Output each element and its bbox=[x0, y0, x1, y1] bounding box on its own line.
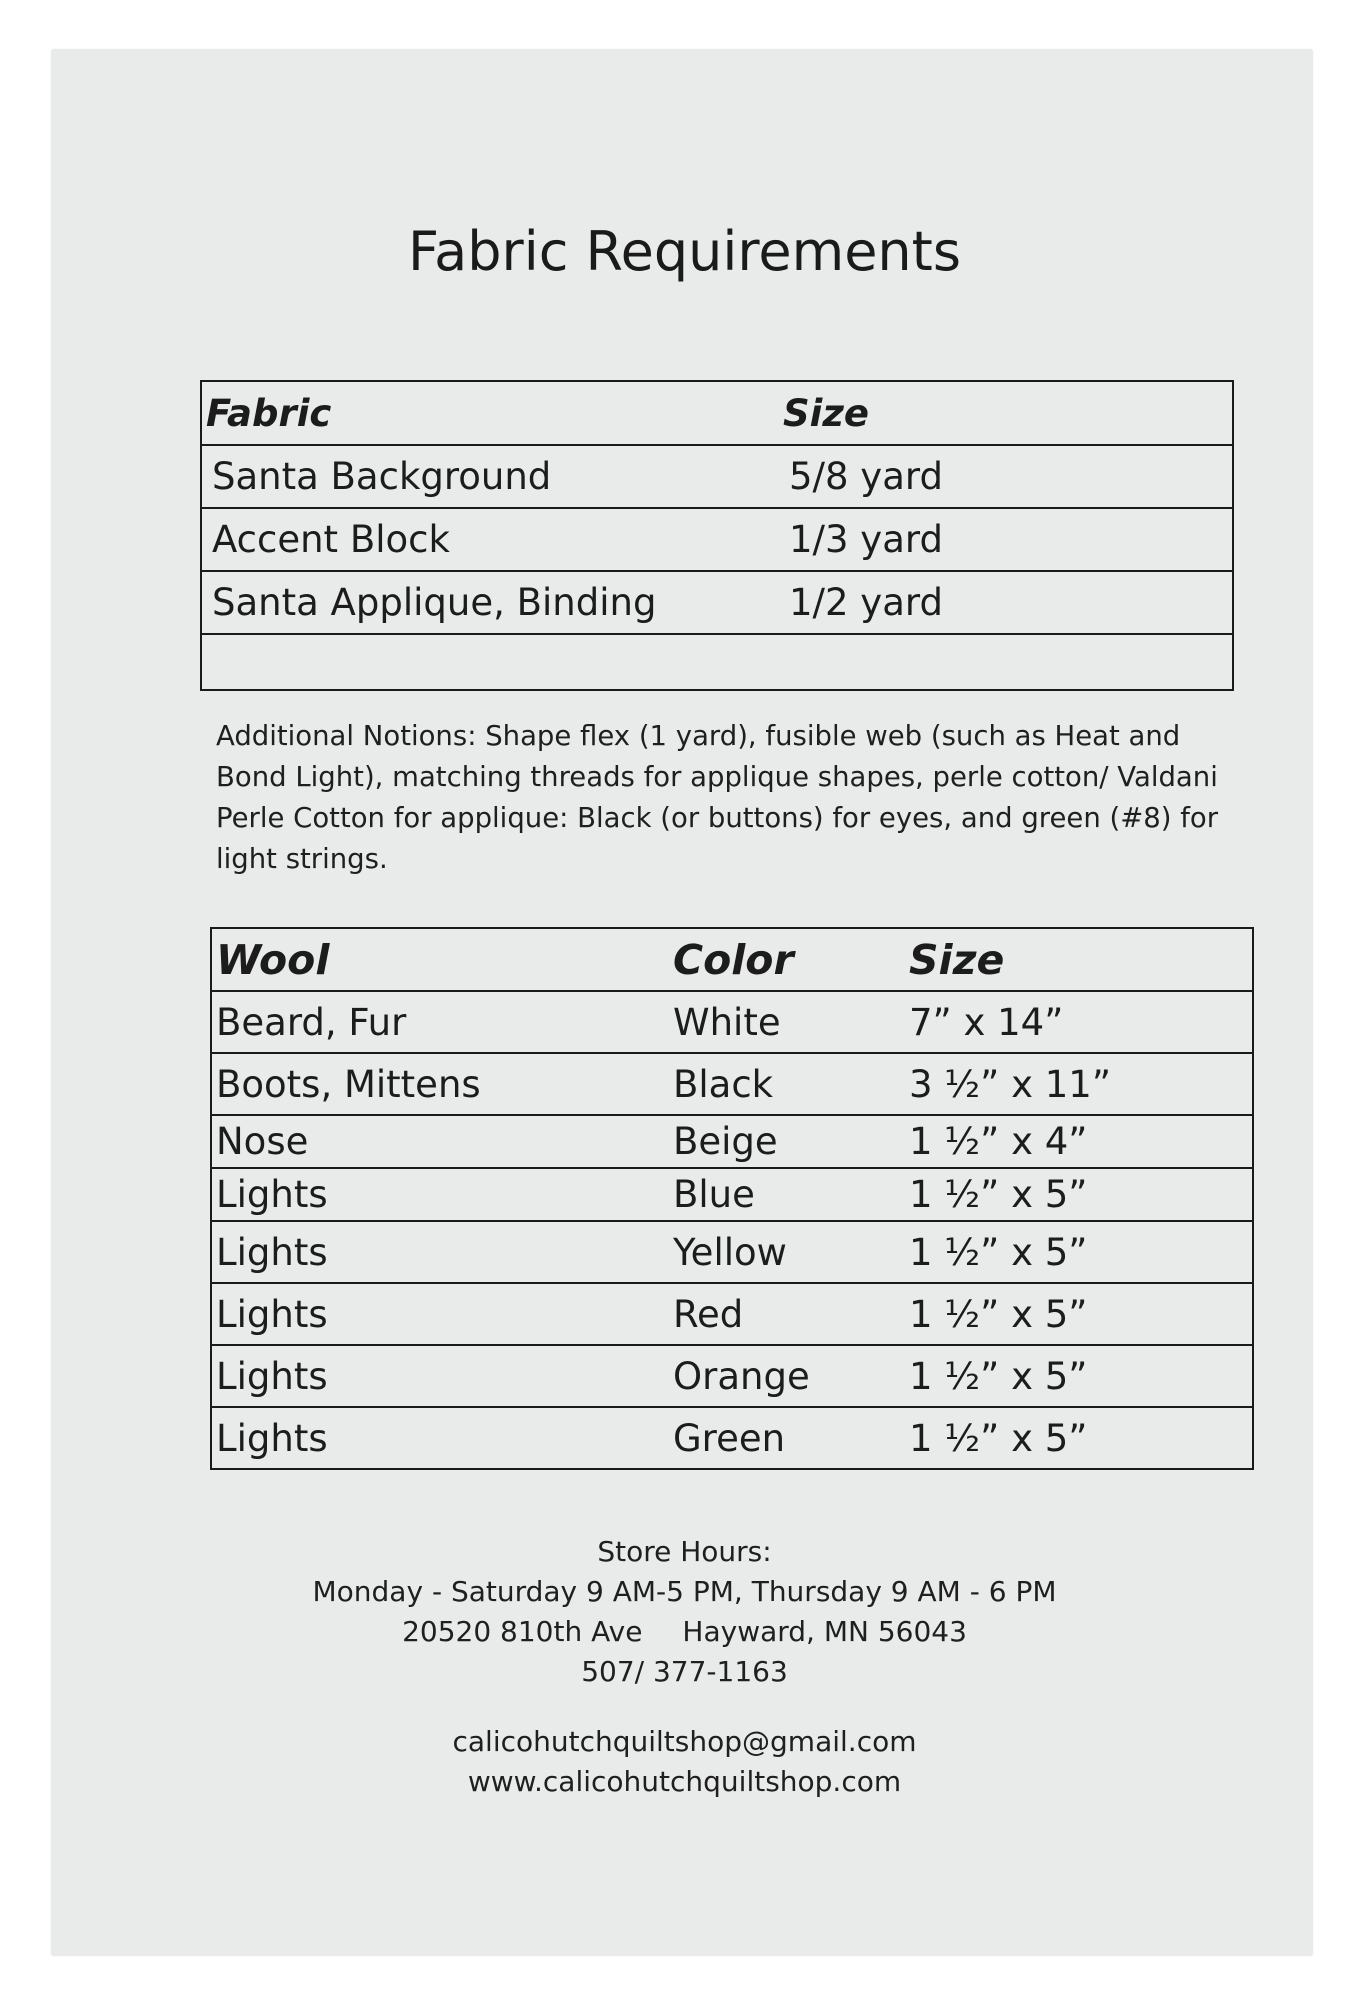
size-cell: 5/8 yard bbox=[779, 445, 1233, 508]
color-cell: Red bbox=[669, 1283, 905, 1345]
page-title: Fabric Requirements bbox=[408, 220, 961, 283]
contact-info bbox=[0, 1722, 1369, 1802]
table-row bbox=[211, 1345, 1253, 1407]
table-row bbox=[201, 445, 1233, 508]
wool-cell: Lights bbox=[211, 1168, 669, 1221]
wool-requirements-table bbox=[210, 927, 1254, 1470]
table-row bbox=[211, 1053, 1253, 1115]
wool-cell: Lights bbox=[211, 1407, 669, 1469]
column-header-size: Size bbox=[783, 391, 869, 435]
wool-cell: Lights bbox=[211, 1221, 669, 1283]
fabric-cell: Santa Applique, Binding bbox=[201, 571, 779, 634]
color-cell: White bbox=[669, 991, 905, 1053]
column-header-color: Color bbox=[673, 935, 794, 984]
size-cell: 7” x 14” bbox=[905, 991, 1253, 1053]
store-info bbox=[0, 1532, 1369, 1692]
table-row-empty bbox=[201, 634, 1233, 690]
store-phone: 507/ 377-1163 bbox=[581, 1655, 788, 1688]
column-header-fabric: Fabric bbox=[206, 391, 332, 435]
size-cell: 1 ½” x 5” bbox=[905, 1221, 1253, 1283]
table-row bbox=[211, 991, 1253, 1053]
table-header-row bbox=[211, 928, 1253, 991]
fabric-cell bbox=[201, 634, 779, 690]
color-cell: Beige bbox=[669, 1115, 905, 1168]
color-cell: Yellow bbox=[669, 1221, 905, 1283]
wool-cell: Beard, Fur bbox=[211, 991, 669, 1053]
size-cell: 1/2 yard bbox=[779, 571, 1233, 634]
store-hours-heading: Store Hours: bbox=[597, 1535, 772, 1568]
table-row bbox=[201, 571, 1233, 634]
column-header-size: Size bbox=[909, 935, 1005, 984]
fabric-cell: Accent Block bbox=[201, 508, 779, 571]
size-cell: 1 ½” x 5” bbox=[905, 1168, 1253, 1221]
fabric-cell: Santa Background bbox=[201, 445, 779, 508]
wool-cell: Lights bbox=[211, 1283, 669, 1345]
table-header-row bbox=[201, 381, 1233, 445]
color-cell: Black bbox=[669, 1053, 905, 1115]
table-row bbox=[211, 1283, 1253, 1345]
size-cell: 1 ½” x 4” bbox=[905, 1115, 1253, 1168]
size-cell: 1 ½” x 5” bbox=[905, 1345, 1253, 1407]
store-address bbox=[0, 1612, 1369, 1652]
store-hours: Monday - Saturday 9 AM-5 PM, Thursday 9 AM - 6 PM bbox=[312, 1575, 1057, 1608]
store-city: Hayward, MN 56043 bbox=[682, 1615, 967, 1648]
table-row bbox=[201, 508, 1233, 571]
size-cell: 1 ½” x 5” bbox=[905, 1407, 1253, 1469]
size-cell: 3 ½” x 11” bbox=[905, 1053, 1253, 1115]
size-cell bbox=[779, 634, 1233, 690]
table-row bbox=[211, 1221, 1253, 1283]
store-street: 20520 810th Ave bbox=[402, 1615, 643, 1648]
color-cell: Green bbox=[669, 1407, 905, 1469]
size-cell: 1/3 yard bbox=[779, 508, 1233, 571]
size-cell: 1 ½” x 5” bbox=[905, 1283, 1253, 1345]
contact-email: calicohutchquiltshop@gmail.com bbox=[452, 1725, 917, 1758]
wool-cell: Nose bbox=[211, 1115, 669, 1168]
table-row bbox=[211, 1407, 1253, 1469]
color-cell: Orange bbox=[669, 1345, 905, 1407]
column-header-wool: Wool bbox=[216, 935, 330, 984]
contact-website: www.calicohutchquiltshop.com bbox=[467, 1765, 902, 1798]
color-cell: Blue bbox=[669, 1168, 905, 1221]
wool-cell: Lights bbox=[211, 1345, 669, 1407]
table-row bbox=[211, 1168, 1253, 1221]
fabric-requirements-table bbox=[200, 380, 1234, 691]
wool-cell: Boots, Mittens bbox=[211, 1053, 669, 1115]
table-row bbox=[211, 1115, 1253, 1168]
additional-notions: Additional Notions: Shape flex (1 yard), fusible web (such as Heat and Bond Light), matching threads for applique shapes, perle cotton/ Valdani Perle Cotton for applique: Black (or buttons) for eyes, and green (#8) for light strings. bbox=[216, 720, 1219, 875]
